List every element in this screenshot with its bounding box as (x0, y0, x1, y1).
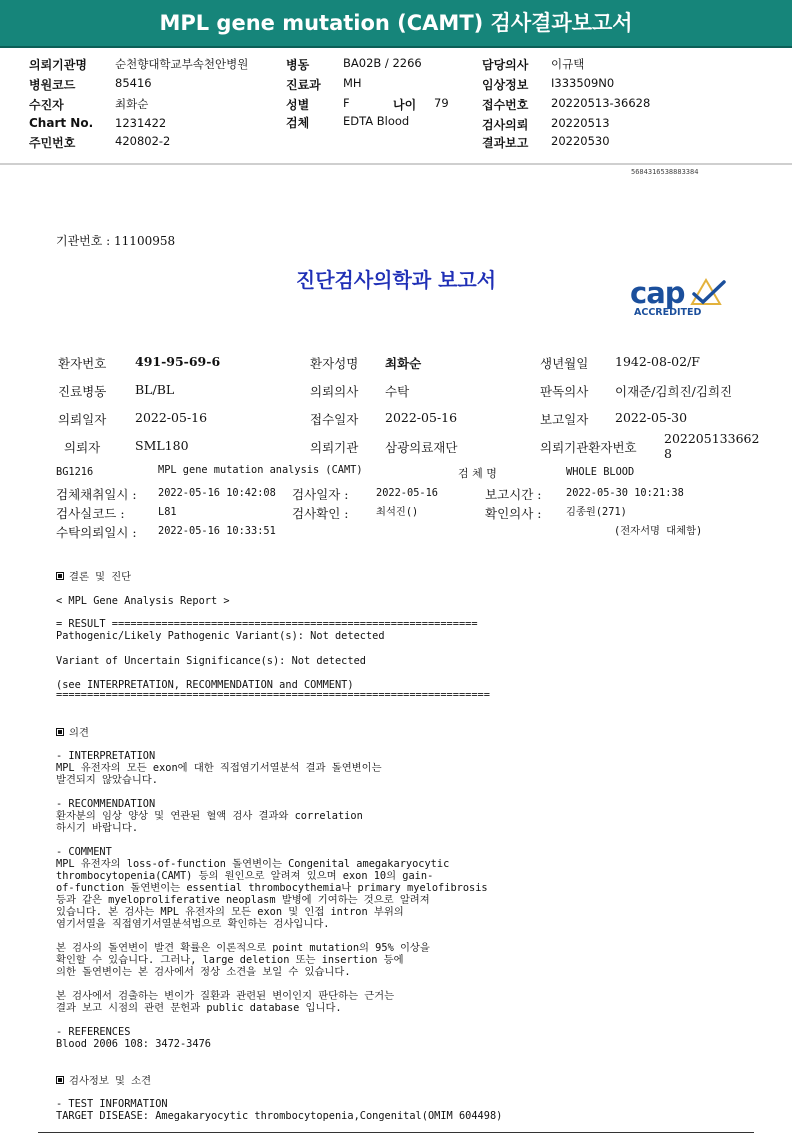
opinion-line: 결과 보고 시점의 관련 문헌과 public database 입니다. (56, 1002, 342, 1014)
cap-logo-text: cap (630, 276, 685, 310)
label-report-date: 보고일자 (540, 412, 589, 427)
section-conclusion-header (56, 571, 131, 584)
header-label-receipt-no: 접수번호 (482, 98, 529, 112)
header-value-age: 79 (434, 96, 449, 110)
label-specimen-name: 검 체 명 (458, 467, 497, 480)
label-requesting-doctor: 의뢰의사 (310, 384, 359, 399)
header-value-patient: 최화순 (115, 97, 149, 111)
report-title: 진단검사의학과 보고서 (295, 268, 497, 292)
opinion-line: 본 검사에서 검출하는 변이가 질환과 관련된 변이인지 판단하는 근거는 (56, 990, 395, 1002)
opinion-line: of-function 돌연변이는 essential thrombocythemia나 primary myelofibrosis (56, 882, 488, 894)
barcode-number: 5684316538883384 (631, 168, 699, 176)
value-institution-patient-no-line2: 8 (664, 446, 672, 461)
opinion-line: Blood 2006 108: 3472-3476 (56, 1038, 211, 1050)
header-value-institution: 순천향대학교부속천안병원 (115, 57, 249, 71)
opinion-line: 염기서열을 직접염기서열분석법으로 확인하는 검사입니다. (56, 918, 330, 930)
header-value-specimen: EDTA Blood (343, 114, 410, 128)
value-report-date: 2022-05-30 (615, 410, 688, 425)
header-label-request-date: 검사의뢰 (482, 118, 529, 132)
value-lab-code: L81 (158, 506, 177, 518)
opinion-line: MPL 유전자의 모든 exon에 대한 직접염기서열분석 결과 돌연변이는 (56, 762, 382, 774)
opinion-line: 발견되지 않았습니다. (56, 774, 158, 786)
header-label-report-date: 결과보고 (482, 136, 529, 150)
body-line: Variant of Uncertain Significance(s): Not detected (56, 655, 366, 667)
opinion-line: MPL 유전자의 loss-of-function 돌연변이는 Congenital amegakaryocytic (56, 858, 450, 870)
label-requester: 의뢰자 (64, 440, 101, 455)
header-value-doctor: 이규택 (551, 57, 585, 71)
header-label-ward: 병동 (286, 58, 310, 72)
header-value-ward: BA02B / 2266 (343, 56, 422, 70)
value-requesting-doctor: 수탁 (385, 384, 410, 399)
label-requesting-institution: 의뢰기관 (310, 440, 359, 455)
cap-logo-subtext: ACCREDITED (634, 307, 702, 318)
value-reading-doctor: 이재준/김희진/김희진 (615, 384, 733, 399)
header-label-age: 나이 (393, 98, 417, 112)
header-label-department: 진료과 (286, 78, 321, 92)
section-conclusion-title: 결론 및 진단 (69, 571, 132, 583)
institution-number: 기관번호 : 11100958 (56, 234, 176, 248)
label-receipt-date: 접수일자 (310, 412, 359, 427)
label-test-date: 검사일자 : (292, 487, 349, 502)
header-value-sex: F (343, 96, 350, 110)
opinion-line: 확인할 수 있습니다. 그러나, large deletion 또는 insertion 등에 (56, 954, 404, 966)
body-line: < MPL Gene Analysis Report > (56, 595, 230, 607)
section-opinion-header (56, 727, 89, 740)
label-request-date: 의뢰일자 (58, 412, 107, 427)
value-specimen-name: WHOLE BLOOD (566, 466, 635, 478)
label-test-confirmer: 검사확인 : (292, 506, 349, 521)
opinion-line: - RECOMMENDATION (56, 798, 156, 810)
value-requesting-institution: 삼광의료재단 (385, 440, 458, 455)
value-ward: BL/BL (135, 382, 175, 397)
value-report-time: 2022-05-30 10:21:38 (566, 487, 684, 499)
header-label-specimen: 검체 (286, 116, 310, 130)
header-label-institution: 의뢰기관명 (29, 58, 87, 72)
cap-check-icon (684, 276, 728, 306)
opinion-line: - COMMENT (56, 846, 112, 858)
square-bullet-icon (56, 1076, 64, 1084)
opinion-line: - REFERENCES (56, 1026, 131, 1038)
value-test-confirmer: 최석진() (376, 506, 419, 518)
label-collection-time: 검체채취일시 : (56, 487, 137, 502)
opinion-line: 있습니다. 본 검사는 MPL 유전자의 모든 exon 및 인접 intron 부위의 (56, 906, 404, 918)
label-ward: 진료병동 (58, 384, 107, 399)
header-value-receipt-no: 20220513-36628 (551, 96, 651, 110)
label-institution-patient-no: 의뢰기관환자번호 (540, 440, 637, 455)
opinion-line: 등과 같은 myeloproliferative neoplasm 발병에 기여하는 것으로 알려져 (56, 894, 430, 906)
value-patient-no: 491-95-69-6 (135, 354, 221, 369)
body-line: = RESULT =========================================================== (56, 618, 478, 630)
section-testinfo-header (56, 1075, 151, 1088)
label-reading-doctor: 판독의사 (540, 384, 589, 399)
section-testinfo-title: 검사정보 및 소견 (69, 1075, 152, 1087)
body-line: (see INTERPRETATION, RECOMMENDATION and COMMENT) (56, 679, 354, 691)
test-name: MPL gene mutation analysis (CAMT) (158, 464, 363, 476)
testinfo-line: - TEST INFORMATION (56, 1098, 168, 1110)
value-test-date: 2022-05-16 (376, 487, 438, 499)
header-value-department: MH (343, 76, 362, 90)
header-label-clinical-info: 임상정보 (482, 78, 529, 92)
opinion-line: 본 검사의 돌연변이 발견 확률은 이론적으로 point mutation의 95% 이상을 (56, 942, 430, 954)
header-value-report-date: 20220530 (551, 134, 610, 148)
value-institution-patient-no-line1: 202205133662 (664, 431, 760, 446)
body-line: Pathogenic/Likely Pathogenic Variant(s): Not detected (56, 630, 385, 642)
label-confirm-doctor: 확인의사 : (485, 506, 542, 521)
square-bullet-icon (56, 572, 64, 580)
opinion-line: - INTERPRETATION (56, 750, 156, 762)
page-title: MPL gene mutation (CAMT) 검사결과보고서 (159, 11, 633, 35)
header-label-chart-no: Chart No. (29, 116, 94, 130)
header-value-chart-no: 1231422 (115, 116, 167, 130)
value-collection-time: 2022-05-16 10:42:08 (158, 487, 276, 499)
header-label-patient: 수진자 (29, 98, 64, 112)
header-value-hospital-code: 85416 (115, 76, 152, 90)
label-consignment-time: 수탁의뢰일시 : (56, 525, 137, 540)
testinfo-line: TARGET DISEASE: Amegakaryocytic thrombocytopenia,Congenital(OMIM 604498) (56, 1110, 503, 1122)
page-bottom-rule (38, 1132, 754, 1133)
cap-accredited-logo (628, 276, 738, 320)
opinion-line: thrombocytopenia(CAMT) 등의 원인으로 알려져 있으며 exon 10의 gain- (56, 870, 434, 882)
electronic-signature-note: (전자서명 대체함) (614, 525, 703, 537)
header-label-hospital-code: 병원코드 (29, 78, 76, 92)
label-report-time: 보고시간 : (485, 487, 542, 502)
value-request-date: 2022-05-16 (135, 410, 208, 425)
header-label-doctor: 담당의사 (482, 58, 529, 72)
value-receipt-date: 2022-05-16 (385, 410, 458, 425)
label-birth-date: 생년월일 (540, 356, 589, 371)
label-patient-no: 환자번호 (58, 356, 107, 371)
label-patient-name: 환자성명 (310, 356, 359, 371)
label-lab-code: 검사실코드 : (56, 506, 125, 521)
header-divider (0, 163, 792, 165)
value-birth-date: 1942-08-02/F (615, 354, 700, 369)
opinion-line: 환자분의 임상 양상 및 연관된 혈액 검사 결과와 correlation (56, 810, 363, 822)
value-consignment-time: 2022-05-16 10:33:51 (158, 525, 276, 537)
value-confirm-doctor: 김종원(271) (566, 506, 627, 518)
header-label-sex: 성별 (286, 98, 310, 112)
header-label-resident-no: 주민번호 (29, 136, 76, 150)
header-value-resident-no: 420802-2 (115, 134, 171, 148)
opinion-line: 의한 돌연변이는 본 검사에서 정상 소견을 보일 수 있습니다. (56, 966, 351, 978)
section-opinion-title: 의견 (69, 727, 89, 739)
body-line: ====================================================================== (56, 689, 490, 701)
value-patient-name: 최화순 (385, 356, 422, 371)
square-bullet-icon (56, 728, 64, 736)
test-code: BG1216 (56, 466, 94, 478)
value-requester: SML180 (135, 438, 189, 453)
opinion-line: 하시기 바랍니다. (56, 822, 139, 834)
header-value-clinical-info: I333509N0 (551, 76, 615, 90)
header-value-request-date: 20220513 (551, 116, 610, 130)
